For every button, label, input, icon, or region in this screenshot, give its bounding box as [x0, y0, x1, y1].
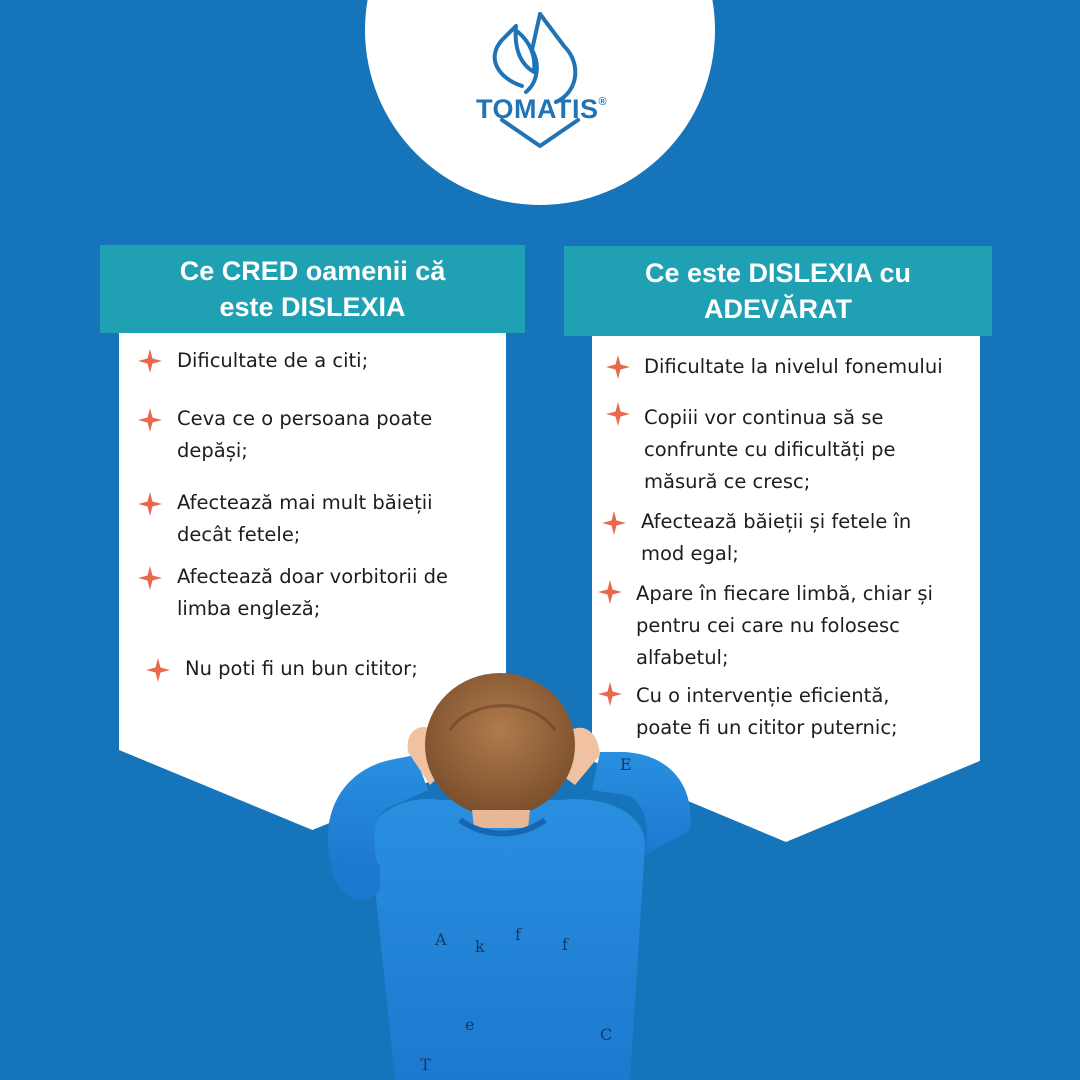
fact-title-line1: Ce este DISLEXIA cu	[644, 258, 912, 288]
child-covering-ears-illustration	[300, 660, 720, 1080]
logo-text: TOMATIS	[476, 94, 599, 124]
bullet-star-icon	[138, 566, 162, 590]
myth-item-line: limba engleză;	[177, 597, 321, 620]
myth-item	[177, 345, 368, 377]
myth-item-line: Dificultate de a citi;	[177, 349, 369, 372]
fact-item	[641, 506, 911, 570]
registered-mark: ®	[598, 96, 608, 108]
myth-item-line: decât fetele;	[177, 523, 301, 546]
svg-text:E: E	[620, 755, 632, 774]
fact-item-line: Apare în fiecare limbă, chiar și	[636, 582, 933, 605]
logo-wordmark	[476, 94, 606, 125]
myth-item-line: Afectează mai mult băieții	[177, 491, 433, 514]
fact-item-line: Copiii vor continua să se	[644, 406, 884, 429]
bullet-star-icon	[598, 580, 622, 604]
svg-text:A: A	[435, 930, 447, 949]
fact-item-line: Cu o intervenție eficientă,	[636, 684, 890, 707]
bullet-star-icon	[138, 492, 162, 516]
svg-text:f: f	[515, 925, 521, 944]
fact-item-line: Dificultate la nivelul fonemului	[644, 355, 943, 378]
svg-text:C: C	[600, 1025, 613, 1044]
fact-item	[644, 402, 896, 498]
svg-text:e: e	[465, 1015, 475, 1034]
myth-item-line: Afectează doar vorbitorii de	[177, 565, 448, 588]
bullet-star-icon	[602, 511, 626, 535]
myth-item-line: depăși;	[177, 439, 248, 462]
fact-item	[644, 351, 943, 383]
bullet-star-icon	[138, 408, 162, 432]
myth-title-line2: este DISLEXIA	[219, 292, 406, 322]
myth-item	[177, 403, 432, 467]
fact-item-line: mod egal;	[641, 542, 739, 565]
myth-item	[177, 487, 433, 551]
fact-item-line: poate fi un cititor puternic;	[636, 716, 898, 739]
myth-item	[177, 561, 448, 625]
bullet-star-icon	[606, 402, 630, 426]
fact-item-line: pentru cei care nu folosesc	[636, 614, 900, 637]
myth-item-line: Ceva ce o persoana poate	[177, 407, 433, 430]
fact-item-line: Afectează băieții și fetele în	[641, 510, 912, 533]
svg-text:f: f	[562, 935, 568, 954]
myth-header	[100, 245, 525, 333]
svg-text:T: T	[420, 1055, 431, 1074]
fact-item-line: confrunte cu dificultăți pe	[644, 438, 896, 461]
bullet-star-icon	[146, 658, 170, 682]
fact-item-line: alfabetul;	[636, 646, 729, 669]
svg-text:k: k	[475, 937, 485, 956]
fact-header	[564, 246, 992, 336]
myth-title-line1: Ce CRED oamenii că	[179, 256, 446, 286]
myth-item-line: Nu poti fi un bun cititor;	[185, 657, 418, 680]
tomatis-logo-icon	[478, 8, 602, 158]
bullet-star-icon	[138, 349, 162, 373]
bullet-star-icon	[606, 355, 630, 379]
fact-item-line: măsură ce cresc;	[644, 470, 811, 493]
fact-title-line2: ADEVĂRAT	[704, 294, 852, 324]
